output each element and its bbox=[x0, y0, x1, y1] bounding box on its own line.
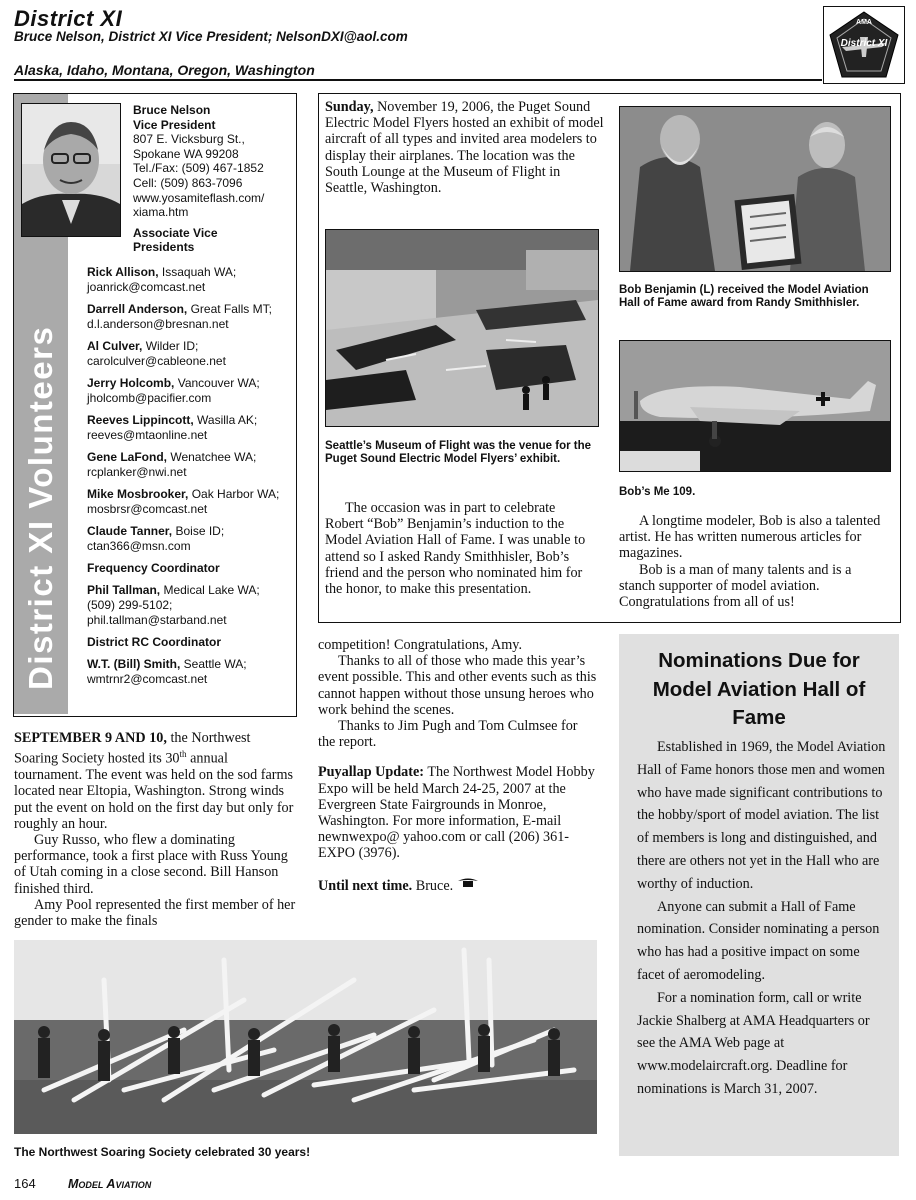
gliders-photo-caption: The Northwest Soaring Society celebrated 30 years! bbox=[14, 1145, 311, 1159]
rc-heading: District RC Coordinator bbox=[87, 635, 222, 649]
award-photo bbox=[619, 106, 891, 272]
associate-heading: Associate Vice Presidents bbox=[133, 225, 218, 255]
magazine-name: Model Aviation bbox=[68, 1177, 152, 1191]
modeler-paragraph-2: Bob is a man of many talents and is a stanch supporter of model aviation. Congratulations from all of us! bbox=[619, 562, 852, 611]
frequency-coordinator: Phil Tallman, Medical Lake WA; (509) 299-5102; phil.tallman@starband.net bbox=[87, 583, 260, 627]
vp-web-link[interactable]: www.yosamiteflash.com/ bbox=[133, 190, 265, 205]
soaring-paragraph-2: Guy Russo, who flew a dominating performance, took a first place with Russ Young of Utah coming in a close second. Bill Hanson finished third. bbox=[14, 831, 288, 897]
logo-text: District XI bbox=[840, 38, 888, 49]
middle-column bbox=[318, 637, 598, 894]
nominations-body bbox=[637, 736, 887, 1101]
page-number: 164 bbox=[14, 1176, 36, 1191]
occasion-paragraph: The occasion was in part to celebrate Robert “Bob” Benjamin’s induction to the Model Aviation Hall of Fame. I was unable to attend so I asked Randy Smithhisler, Bob’s friend and the person who nominated him for the honor, to make this presentation. bbox=[325, 500, 586, 598]
soaring-article bbox=[14, 730, 298, 929]
soaring-paragraph-1: SEPTEMBER 9 AND 10, the Northwest Soaring Society hosted its 30th annual tournament. The event was held on the sod farms located near Eltopia, Washington. Strong winds put the event on hold on the first day but only for roughly an hour. bbox=[14, 730, 294, 832]
vp-web-link-cont[interactable]: xiama.htm bbox=[133, 205, 189, 220]
signoff-bold: Until next time. bbox=[318, 877, 413, 894]
vp-name: Bruce Nelson bbox=[133, 103, 211, 117]
nominations-paragraph-3: For a nomination form, call or write Jackie Shalberg at AMA Headquarters or see the AMA Web page at www.modelaircraft.org. Deadline for nominations is March 31, 2007. bbox=[637, 989, 870, 1097]
me109-photo-caption: Bob’s Me 109. bbox=[619, 486, 696, 498]
list-item: Darrell Anderson, Great Falls MT; d.l.anderson@bresnan.net bbox=[87, 302, 272, 331]
section-title: District XI bbox=[14, 6, 123, 31]
award-photo-caption: Bob Benjamin (L) received the Model Aviation Hall of Fame award from Randy Smithhisler. bbox=[619, 284, 869, 309]
thanks-paragraph-2: Thanks to Jim Pugh and Tom Culmsee for the report. bbox=[318, 718, 578, 751]
associate-list bbox=[87, 265, 287, 694]
article-lead-bold: Sunday, bbox=[325, 99, 374, 115]
list-item: Reeves Lippincott, Wasilla AK; reeves@mtaonline.net bbox=[87, 413, 258, 442]
list-item: Mike Mosbrooker, Oak Harbor WA; mosbrsr@comcast.net bbox=[87, 487, 280, 516]
vp-portrait-photo bbox=[21, 103, 121, 237]
nominations-paragraph-1: Established in 1969, the Model Aviation Hall of Fame honors those men and women who have made significant contributions to the hobby/sport of model aviation. The list of members is long and distinguished, and there are others not yet in the Hall who are worthy of induction. bbox=[637, 739, 886, 892]
museum-photo-caption: Seattle’s Museum of Flight was the venue for the Puget Sound Electric Model Flyers’ exhibit. bbox=[325, 440, 592, 465]
logo-top-text: AMA bbox=[856, 19, 872, 26]
vp-cell: Cell: (509) 863-7096 bbox=[133, 175, 243, 190]
ama-eagle-icon bbox=[457, 876, 479, 888]
header-rule bbox=[14, 79, 822, 81]
frequency-heading: Frequency Coordinator bbox=[87, 561, 220, 575]
rc-coordinator: W.T. (Bill) Smith, Seattle WA; wmtrnr2@comcast.net bbox=[87, 657, 247, 686]
museum-photo bbox=[325, 229, 599, 427]
states-line: Alaska, Idaho, Montana, Oregon, Washington bbox=[14, 62, 315, 78]
section-subtitle: Bruce Nelson, District XI Vice President; NelsonDXI@aol.com bbox=[14, 29, 408, 44]
gliders-group-photo bbox=[14, 940, 597, 1134]
nominations-title: Nominations Due for Model Aviation Hall of Fame bbox=[652, 649, 866, 729]
modeler-paragraph-1: A longtime modeler, Bob is also a talented artist. He has written numerous articles for magazines. bbox=[619, 513, 881, 562]
soaring-continued: competition! Congratulations, Amy. bbox=[318, 637, 522, 653]
signoff: Until next time. Bruce. bbox=[318, 876, 598, 894]
list-item: Gene LaFond, Wenatchee WA; rcplanker@nwi.net bbox=[87, 450, 257, 479]
me109-photo bbox=[619, 340, 891, 472]
list-item: Al Culver, Wilder ID; carolculver@cableone.net bbox=[87, 339, 226, 368]
puyallup-bold: Puyallap Update: bbox=[318, 764, 425, 781]
vp-address2: Spokane WA 99208 bbox=[133, 146, 239, 161]
vp-phone: Tel./Fax: (509) 467-1852 bbox=[133, 161, 264, 176]
volunteers-vertical-title: District XI Volunteers bbox=[22, 325, 59, 690]
vp-address1: 807 E. Vicksburg St., bbox=[133, 132, 245, 147]
soaring-lead-bold: SEPTEMBER 9 AND 10, bbox=[14, 730, 167, 746]
article-lead: Sunday, November 19, 2006, the Puget Sound Electric Model Flyers hosted an exhibit of model aircraft of all types and invited area modelers to display their airplanes. The location was the South Lounge at the Museum of Flight in Seattle, Washington. bbox=[325, 99, 604, 197]
district-logo bbox=[823, 6, 905, 84]
thanks-paragraph-1: Thanks to all of those who made this year’s event possible. This and other events such as this cannot happen without those unsung heroes who work behind the scenes. bbox=[318, 653, 597, 718]
soaring-paragraph-3: Amy Pool represented the first member of her gender to make the finals bbox=[14, 896, 296, 929]
list-item: Claude Tanner, Boise ID; ctan366@msn.com bbox=[87, 524, 225, 553]
vp-role: Vice President bbox=[133, 117, 216, 132]
nominations-paragraph-2: Anyone can submit a Hall of Fame nomination. Consider nominating a person who has had a positive impact on some facet of aeromodeling. bbox=[637, 898, 880, 983]
vp-contact bbox=[133, 103, 293, 255]
list-item: Rick Allison, Issaquah WA; joanrick@comcast.net bbox=[87, 265, 237, 294]
puyallup-update: Puyallap Update: The Northwest Model Hobby Expo will be held March 24-25, 2007 at the Evergreen State Fairgrounds in Monroe, Washington. For more information, E-mail newnwexpo@ yahoo.com or call (206) 361-EXPO (3976). bbox=[318, 764, 595, 862]
list-item: Jerry Holcomb, Vancouver WA; jholcomb@pacifier.com bbox=[87, 376, 260, 405]
